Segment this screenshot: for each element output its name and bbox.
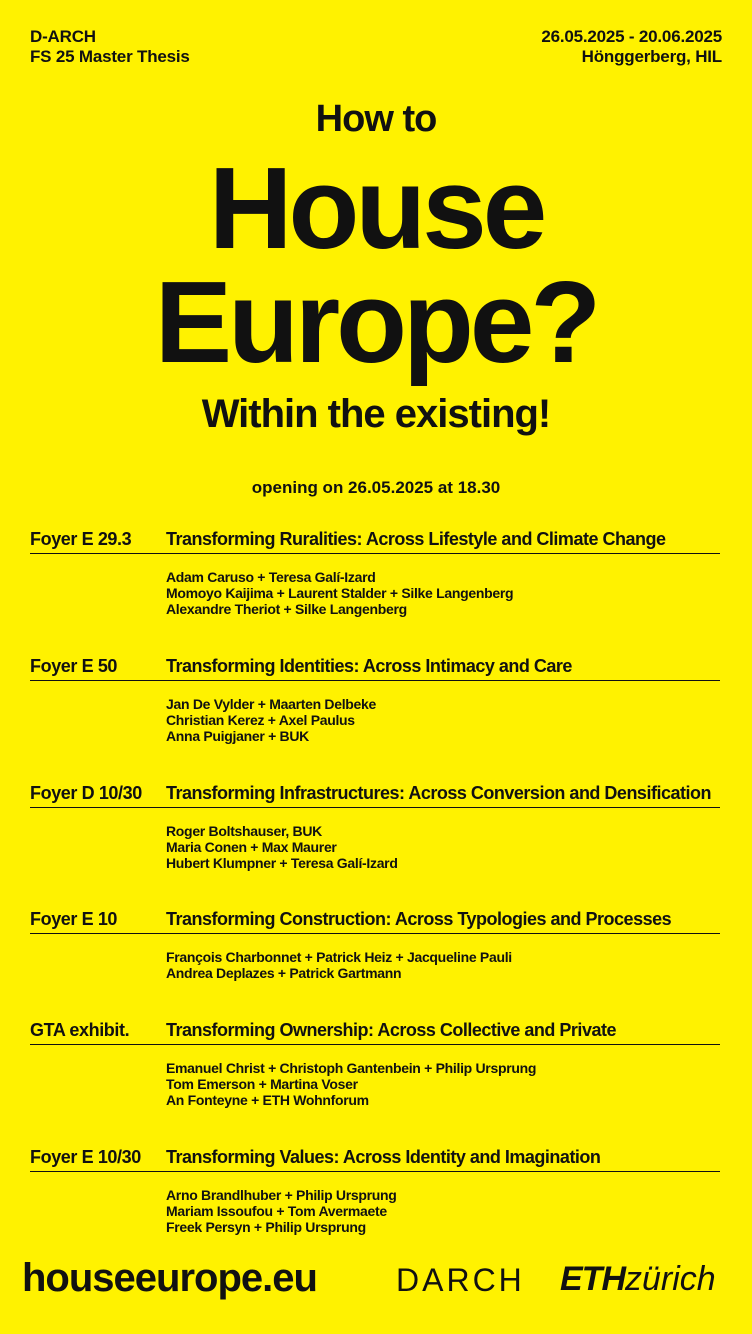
section-names: [166, 1060, 720, 1108]
title-how-to: How to: [315, 98, 437, 140]
header-right: [541, 27, 722, 67]
name-line: Maria Conen + Max Maurer: [166, 839, 337, 855]
section-heading: [30, 1020, 720, 1045]
title-house: House: [208, 143, 544, 273]
name-line: François Charbonnet + Patrick Heiz + Jacqueline Pauli: [166, 949, 512, 965]
name-line: Tom Emerson + Martina Voser: [166, 1076, 358, 1092]
section-names: [166, 823, 720, 871]
program-label: FS 25 Master Thesis: [30, 47, 190, 66]
name-line: Andrea Deplazes + Patrick Gartmann: [166, 965, 402, 981]
section-values: [30, 1147, 720, 1235]
section-title: Transforming Values: Across Identity and Imagination: [166, 1147, 601, 1167]
section-infrastructures: [30, 783, 720, 871]
name-line: Arno Brandlhuber + Philip Ursprung: [166, 1187, 397, 1203]
section-heading: [30, 909, 720, 934]
opening-info: opening on 26.05.2025 at 18.30: [251, 478, 501, 497]
section-ownership: [30, 1020, 720, 1108]
name-line: Freek Persyn + Philip Ursprung: [166, 1219, 366, 1235]
section-title: Transforming Ownership: Across Collective and Private: [166, 1020, 616, 1040]
section-location: Foyer E 10: [30, 909, 118, 929]
section-title: Transforming Construction: Across Typologies and Processes: [166, 909, 672, 929]
section-title: Transforming Identities: Across Intimacy and Care: [166, 656, 572, 676]
name-line: An Fonteyne + ETH Wohnforum: [166, 1092, 369, 1108]
section-heading: [30, 656, 720, 681]
section-ruralities: [30, 529, 720, 617]
section-location: Foyer E 50: [30, 656, 118, 676]
section-heading: [30, 783, 720, 808]
section-names: [166, 949, 720, 981]
section-construction: [30, 909, 720, 981]
section-names: [166, 569, 720, 617]
name-line: Hubert Klumpner + Teresa Galí-Izard: [166, 855, 398, 871]
name-line: Adam Caruso + Teresa Galí-Izard: [166, 569, 376, 585]
eth-logo-text: zürich: [625, 1260, 716, 1298]
section-title: Transforming Ruralities: Across Lifestyle and Climate Change: [166, 529, 666, 549]
section-heading: [30, 529, 720, 554]
section-location: Foyer E 29.3: [30, 529, 132, 549]
name-line: Roger Boltshauser, BUK: [166, 823, 322, 839]
section-title: Transforming Infrastructures: Across Conversion and Densification: [166, 783, 711, 803]
name-line: Mariam Issoufou + Tom Avermaete: [166, 1203, 387, 1219]
name-line: Jan De Vylder + Maarten Delbeke: [166, 696, 377, 712]
department-label: D-ARCH: [30, 27, 96, 46]
darch-logo: DARCH: [396, 1262, 525, 1298]
eth-zurich-logo: [560, 1260, 716, 1299]
date-range: 26.05.2025 - 20.06.2025: [541, 27, 722, 46]
section-names: [166, 1187, 720, 1235]
section-location: Foyer E 10/30: [30, 1147, 141, 1167]
name-line: Anna Puigjaner + BUK: [166, 728, 309, 744]
section-location: GTA exhibit.: [30, 1020, 130, 1040]
name-line: Momoyo Kaijima + Laurent Stalder + Silke Langenberg: [166, 585, 514, 601]
header-left: [30, 27, 190, 67]
subtitle: Within the existing!: [201, 392, 551, 436]
section-location: Foyer D 10/30: [30, 783, 142, 803]
website-url: houseeurope.eu: [22, 1256, 317, 1300]
section-names: [166, 696, 720, 744]
name-line: Emanuel Christ + Christoph Gantenbein + Philip Ursprung: [166, 1060, 537, 1076]
eth-logo-bold: ETH: [560, 1260, 625, 1298]
title-europe: Europe?: [154, 257, 598, 387]
section-identities: [30, 656, 720, 744]
name-line: Christian Kerez + Axel Paulus: [166, 712, 355, 728]
name-line: Alexandre Theriot + Silke Langenberg: [166, 601, 407, 617]
section-heading: [30, 1147, 720, 1172]
venue-label: Hönggerberg, HIL: [581, 47, 722, 66]
